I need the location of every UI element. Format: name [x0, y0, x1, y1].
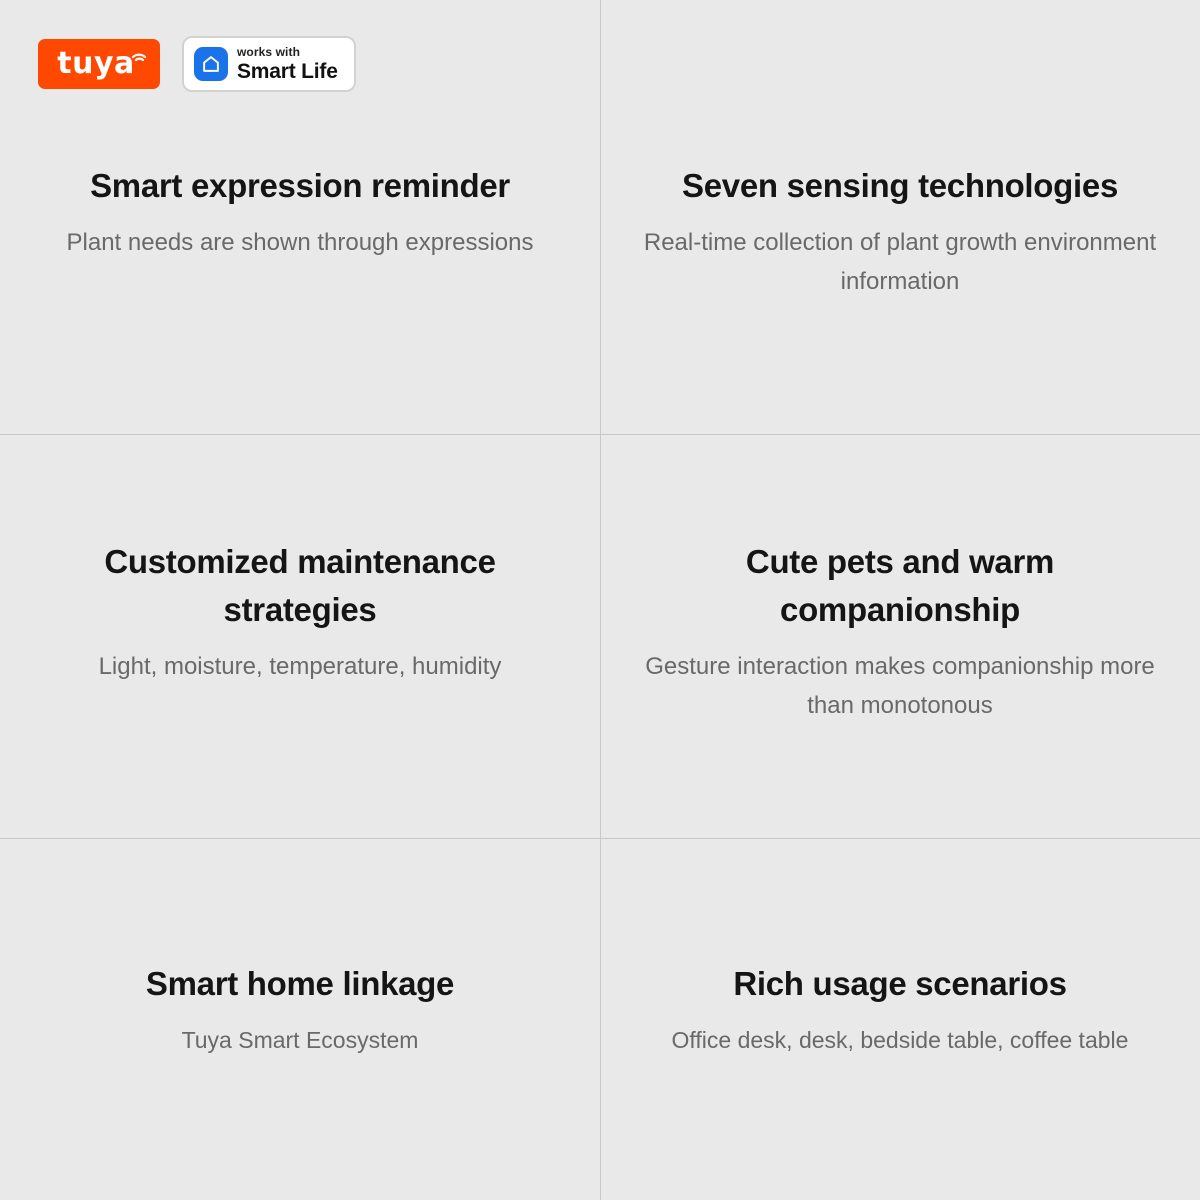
feature-subtitle: Light, moisture, temperature, humidity — [98, 653, 502, 681]
feature-subtitle: Tuya Smart Ecosystem — [181, 1027, 419, 1054]
smart-life-badge — [182, 36, 356, 92]
works-with-label: works with — [237, 45, 301, 59]
feature-title: Smart home linkage — [145, 965, 455, 1002]
feature-cell-5 — [0, 838, 600, 1200]
brand-badges — [38, 36, 356, 92]
horizontal-divider-2 — [0, 838, 1200, 839]
feature-title: Seven sensing technologies — [682, 167, 1118, 204]
home-app-icon — [194, 47, 228, 81]
feature-subtitle: Plant needs are shown through expressions — [66, 229, 534, 257]
feature-subtitle: Gesture interaction makes companionship more than monotonous — [645, 653, 1155, 719]
vertical-divider — [600, 0, 601, 1200]
feature-cell-2 — [600, 0, 1200, 434]
feature-cell-4 — [600, 434, 1200, 838]
home-glyph-icon — [200, 53, 222, 75]
feature-subtitle: Office desk, desk, bedside table, coffee table — [671, 1027, 1129, 1054]
feature-cell-6 — [600, 838, 1200, 1200]
horizontal-divider-1 — [0, 434, 1200, 435]
feature-subtitle: Real-time collection of plant growth environment information — [643, 229, 1157, 295]
tuya-logo-badge — [38, 39, 160, 89]
tuya-logo-label: tuya — [57, 46, 135, 81]
feature-cell-3 — [0, 434, 600, 838]
feature-title: Cute pets and warm companionship — [745, 543, 1055, 629]
wifi-signal-icon — [131, 48, 147, 64]
feature-title: Smart expression reminder — [90, 167, 510, 204]
feature-title: Customized maintenance strategies — [104, 543, 496, 629]
smart-life-text — [237, 46, 338, 82]
smart-life-label: Smart Life — [237, 60, 338, 83]
feature-title: Rich usage scenarios — [733, 965, 1067, 1002]
